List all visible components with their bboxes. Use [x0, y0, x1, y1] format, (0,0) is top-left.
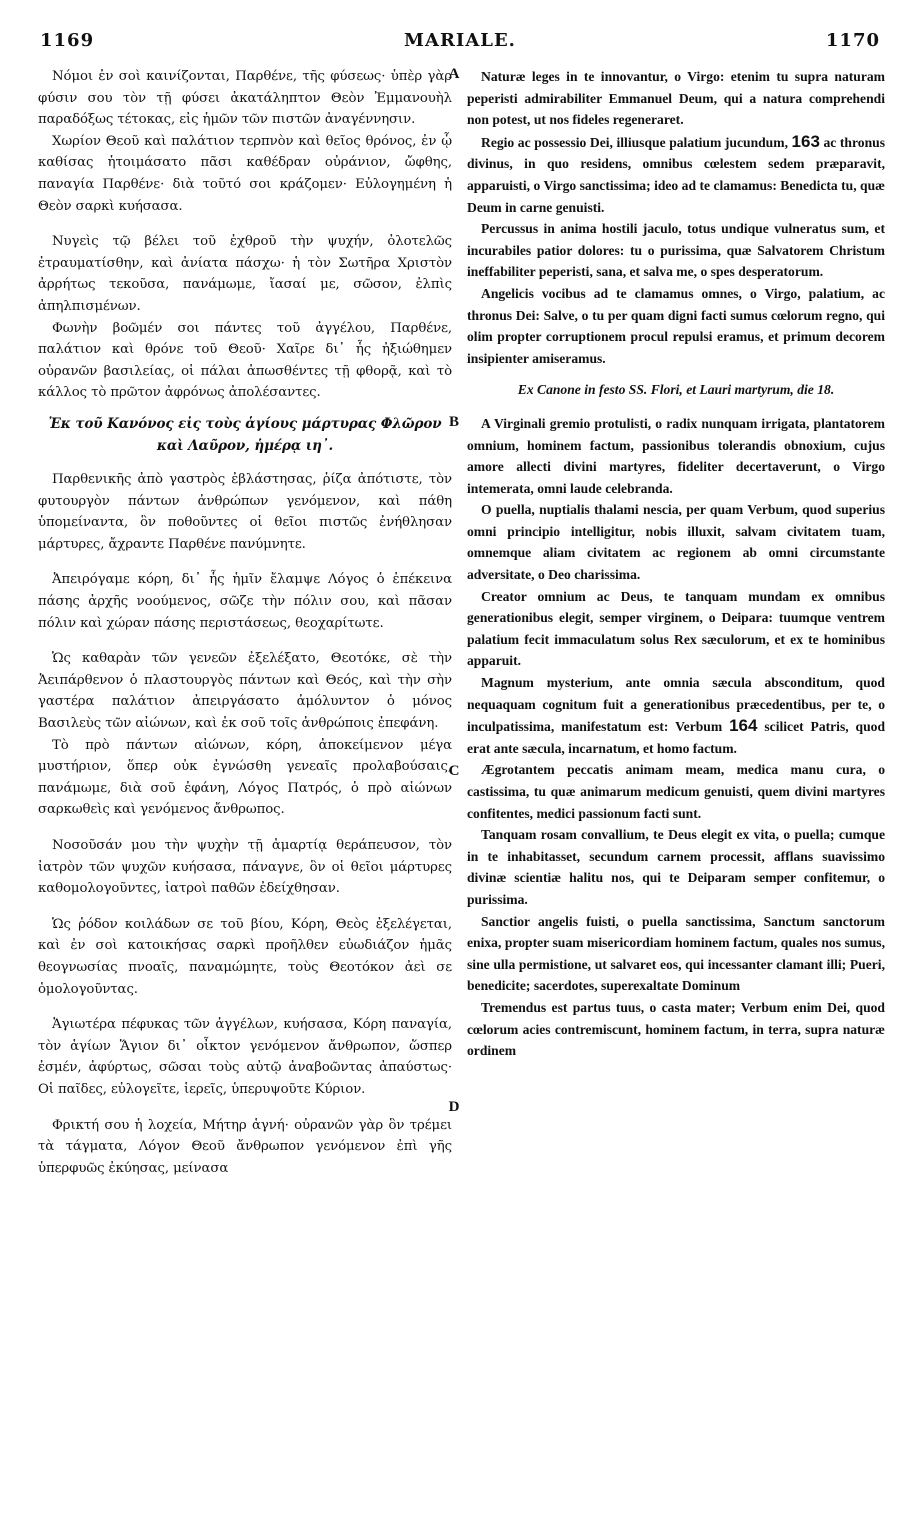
greek-paragraph: Ὡς καθαρὰν τῶν γενεῶν ἐξελέξατο, Θεοτόκε, σὲ τὴν Ἀειπάρθενον ὁ πλαστουργὸς πάντων καὶ Θεός, καὶ τὴν σὴν γαστέρα παλάτιον ἀπειργάσατο ἀμόλυντον ὁ μόνος Βασιλεὺς τῶν αἰώνων, καὶ ἐκ σοῦ τοῖς ἀνθρώποις ἐπεφάνη. [38, 651, 452, 732]
running-title: MARIALE. [404, 30, 516, 51]
latin-text: ac thronus divinus, in quo residens, omnibus cœlestem sedem præparavit, apparuisti, o Virgo sanctissima; ideo ad te clamamus: Benedicta tu, quæ Deum in carne genuisti. [467, 134, 885, 215]
margin-marker-c: C [448, 763, 460, 779]
margin-marker-d: D [448, 1099, 460, 1115]
greek-paragraph: Παρθενικῆς ἀπὸ γαστρὸς ἐβλάστησας, ῥίζα ἀπότιστε, τὸν φυτουργὸν πάντων ἀνθρώπων γενόμενον, καὶ πάθη ὑπομείναντα, ὃν ποθοῦντες οἱ θεῖοι πιστῶς ἐνήθλησαν μάρτυρες, ἄχραντε Παρθένε πανύμνητε. [38, 472, 452, 552]
latin-paragraph: Creator omnium ac Deus, te tanquam mundam ex omnibus generationibus elegit, semper virginem, o Deipara: tuumque ventrem palatium fecit immaculatum solus Rex sæculorum, et ex te hominibus apparuit. [467, 588, 885, 669]
page-header [40, 30, 880, 56]
latin-paragraph: Percussus in anima hostili jaculo, totus undique vulneratus sum, et incurabiles patior dolores: tu o purissima, quæ Salvatorem Christum ineffabiliter peperisti, sana, et salva me, o spes desperatorum. [467, 221, 885, 280]
latin-text: Regio ac possessio Dei, illiusque palatium jucundum, [481, 134, 788, 150]
latin-paragraph: Sanctior angelis fuisti, o puella sanctissima, Sanctum sanctorum enixa, propter suam misericordiam hominem factum, quales nos sumus, sine ulla permistione, ut salvaret eos, qui incessanter clamant illi; Pueri, benedicite; sacerdotes, superexaltate Dominum [467, 913, 885, 994]
latin-paragraph [467, 672, 885, 759]
left-page-number: 1169 [40, 30, 95, 51]
column-number: 164 [729, 716, 758, 736]
latin-paragraph: Tanquam rosam convallium, te Deus elegit ex vita, o puella; cumque in te inhabitasset, secundum carnem processit, afflans suavissimo divinæ scientiæ halitu nos, qui te Deiparam semper confitemur, o purissima. [467, 827, 885, 907]
latin-paragraph: Tremendus est partus tuus, o casta mater; Verbum enim Dei, quod cœlorum acies contremiscunt, hominem factum, in terra, supra naturæ ordinem [467, 999, 885, 1059]
greek-paragraph: Ὡς ῥόδον κοιλάδων σε τοῦ βίου, Κόρη, Θεὸς ἐξελέγεται, καὶ ἐν σοὶ κατοικήσας σαρκὶ προῆλθεν εὐωδιάζον ἡμᾶς θεογνωσίας πνοαῖς, παναμώμητε, τοὺς Θεοτόκον ἀεὶ σε ὁμολογοῦντας. [38, 916, 452, 997]
latin-paragraph [467, 131, 885, 218]
margin-marker-a: A [448, 66, 460, 82]
greek-paragraph: Νόμοι ἐν σοὶ καινίζονται, Παρθένε, τῆς φύσεως· ὑπὲρ γὰρ φύσιν σου τὸν τῇ φύσει ἀκατάληπτον Θεὸν Ἐμμανουὴλ παραδόξως τέτοκας, εἰς ἡμῶν τῶν πιστῶν ἀναγέννησιν. [38, 69, 452, 128]
column-number: 163 [791, 131, 820, 151]
greek-paragraph: Χωρίον Θεοῦ καὶ παλάτιον τερπνὸν καὶ θεῖος θρόνος, ἐν ᾧ καθίσας ἡτοιμάσατο πᾶσι καθέδραν οὐράνιον, ὤφθης, παναγία Παρθένε· διὰ τοῦτό σοι κράζομεν· Εὐλογημένη ἡ Θεὸν σαρκὶ κυήσασα. [38, 133, 452, 214]
latin-paragraph: A Virginali gremio protulisti, o radix nunquam irrigata, plantatorem omnium, hominem factum, passionibus tolerandis obnoxium, cujus amore allecti divini martyres, fideliter decertaverunt, o Virgo intemerata, omni laude celebranda. [467, 415, 885, 496]
latin-paragraph: Naturæ leges in te innovantur, o Virgo: etenim tu supra naturam peperisti admirabiliter Emmanuel Deum, qui a natura comprehendi non potest, ut nos fideles regeneraret. [467, 69, 885, 128]
greek-paragraph: Τὸ πρὸ πάντων αἰώνων, κόρη, ἀποκείμενον μέγα μυστήριον, ὅπερ οὐκ ἐγνώσθη γενεαῖς προλαβούσαις, πανάμωμε, διὰ σοῦ ἐφάνη, Λόγος Πατρός, ὁ πρὸ αἰώνων σαρκωθεὶς καὶ γενόμενος ἄνθρωπος. [38, 737, 452, 818]
latin-paragraph: Ægrotantem peccatis animam meam, medica manu cura, o castissima, tu quæ animarum medicum genuisti, quem divini martyres confitentes, medici passionum facti sunt. [467, 762, 885, 821]
greek-paragraph: Φωνὴν βοῶμέν σοι πάντες τοῦ ἀγγέλου, Παρθένε, παλάτιον καὶ θρόνε τοῦ Θεοῦ· Χαῖρε δι᾽ ἧς ἠξιώθημεν οὐρανῶν βασιλείας, οἱ πάλαι ἀπωσθέντες τῇ φθορᾷ, καὶ τὸ κάλλος τὸ πρῶτον ἀφρόνως ἀπολέσαντες. [38, 320, 452, 401]
greek-column [38, 66, 452, 1526]
latin-text: Magnum mysterium, ante omnia sæcula absconditum, quod nequaquam cognitum fuit a generationibus præcedentibus, per te, o inculpatissima, manifestatum est: Verbum [467, 675, 885, 735]
greek-paragraph: Νοσοῦσάν μου τὴν ψυχὴν τῇ ἁμαρτίᾳ θεράπευσον, τὸν ἰατρὸν τῶν ψυχῶν κυήσασα, πάναγνε, ὃν οἱ θεῖοι μάρτυρες καθομολογοῦντες, ἰατροὶ παθῶν ἐδείχθησαν. [38, 838, 452, 897]
greek-paragraph: Ἀπειρόγαμε κόρη, δι᾽ ἧς ἡμῖν ἔλαμψε Λόγος ὁ ἐπέκεινα πάσης ἀρχῆς νοούμενος, σῶζε τὴν πόλιν σου, καὶ πᾶσαν πόλιν καὶ χώραν πάσης περιστάσεως, θεοχαρίτωτε. [38, 572, 452, 631]
right-page-number: 1170 [825, 30, 880, 51]
greek-paragraph: Ἁγιωτέρα πέφυκας τῶν ἀγγέλων, κυήσασα, Κόρη παναγία, τὸν ἁγίων Ἅγιον δι᾽ οἶκτον γενόμενον ἄνθρωπον, ὥσπερ ἐσμέν, ἀφύρτως, σῶσαι τοὺς αὐτῷ ἀναβοῶντας ἀπαύστως· Οἱ παῖδες, εὐλογεῖτε, ἱερεῖς, ὑπερυψοῦτε Κύριον. [38, 1017, 452, 1097]
latin-section-heading: Ex Canone in festo SS. Flori, et Lauri martyrum, die 18. [517, 382, 835, 398]
greek-section-heading: Ἐκ τοῦ Κανόνος εἰς τοὺς ἁγίους μάρτυρας Φλῶρον καὶ Λαῦρον, ἡμέρᾳ ιη᾽. [48, 415, 442, 454]
latin-column [467, 66, 885, 1526]
greek-paragraph: Νυγεὶς τῷ βέλει τοῦ ἐχθροῦ τὴν ψυχήν, ὁλοτελῶς ἐτραυματίσθην, καὶ ἀνίατα πάσχω· ἡ τὸν Σωτῆρα Χριστὸν ἀρρήτως τεκοῦσα, πανάμωμε, ἴασαί με, σῶσον, ἐλπὶς ἀπηλπισμένων. [38, 234, 452, 314]
latin-paragraph: O puella, nuptialis thalami nescia, per quam Verbum, quod superius omni principio intelligitur, nobis illuxit, salvam civitatem tuam, omnemque aliam civitatem ac regionem ab omni circumstante adversitate, o Deo charissima. [467, 502, 885, 583]
margin-marker-b: B [448, 414, 459, 430]
latin-paragraph: Angelicis vocibus ad te clamamus omnes, o Virgo, palatium, ac thronus Dei: Salve, o tu per quam digni facti sumus cœlorum regno, qui olim propter corruptionem procul repulsi eramus, et primum decorem insipienter amiseramus. [467, 285, 885, 366]
greek-paragraph: Φρικτή σου ἡ λοχεία, Μήτηρ ἁγνή· οὐρανῶν γὰρ ὃν τρέμει τὰ τάγματα, Λόγον Θεοῦ ἄνθρωπον γενόμενον ἐπὶ γῆς ὑπερφυῶς ἐκύησας, μείνασα [38, 1117, 452, 1176]
latin-text: scilicet Patris, quod erat ante sæcula, incarnatum, et homo factum. [467, 719, 885, 756]
